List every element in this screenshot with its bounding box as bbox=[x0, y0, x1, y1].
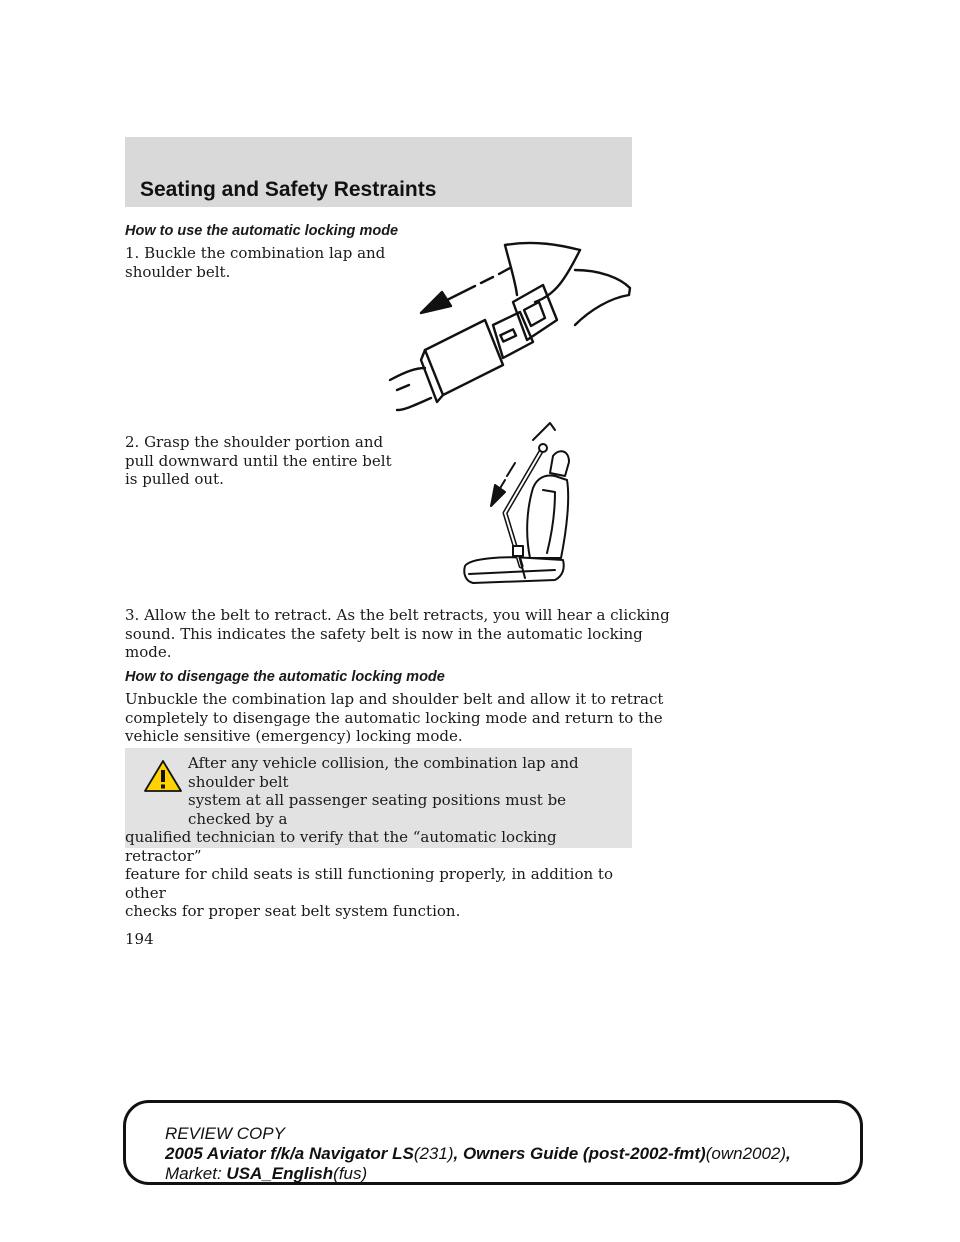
section-title: Seating and Safety Restraints bbox=[140, 178, 437, 201]
step-2: 2. Grasp the shoulder portion and pull downward until the entire belt is pulled out. bbox=[125, 433, 392, 488]
footer-model-line: 2005 Aviator f/k/a Navigator LS(231), Owners Guide (post-2002-fmt)(own2002), bbox=[165, 1144, 791, 1163]
buckle-belt-illustration bbox=[385, 240, 635, 415]
footer-review-copy: REVIEW COPY bbox=[165, 1124, 285, 1143]
seat-belt-pull-illustration bbox=[455, 418, 585, 593]
step-3: 3. Allow the belt to retract. As the belt retracts, you will hear a clicking sound. This indicates the safety belt is now in the automatic locking mode. bbox=[125, 606, 670, 661]
warning-text: After any vehicle collision, the combination lap and shoulder belt system at all passenger seating positions must be checked by a qualified technician to verify that the “automatic locking retractor” feature for child seats is still functioning properly, in addition to other checks for proper seat belt system function. bbox=[125, 754, 613, 920]
footer-market-line: Market: USA_English(fus) bbox=[165, 1164, 368, 1183]
subheading-disengage: How to disengage the automatic locking mode bbox=[125, 669, 445, 685]
subheading-automatic-locking: How to use the automatic locking mode bbox=[125, 223, 399, 239]
disengage-paragraph: Unbuckle the combination lap and shoulder belt and allow it to retract completely to disengage the automatic locking mode and return to the vehicle sensitive (emergency) locking mode. bbox=[125, 690, 664, 745]
page-number: 194 bbox=[125, 930, 154, 948]
step-1: 1. Buckle the combination lap and shoulder belt. bbox=[125, 244, 386, 281]
